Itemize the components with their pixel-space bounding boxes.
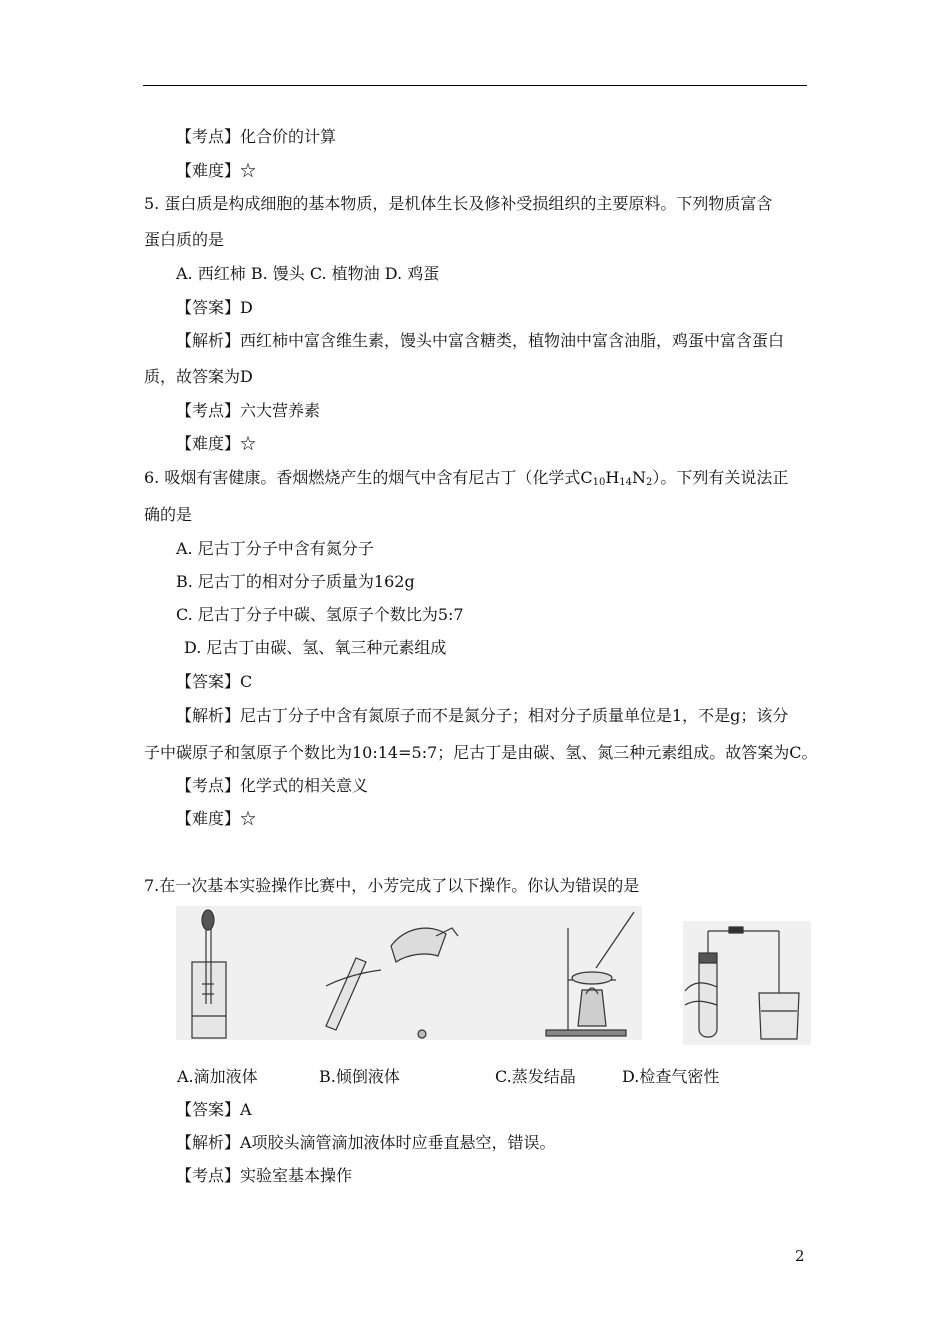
q5-kaodian: 【考点】六大营养素 bbox=[176, 401, 321, 420]
q7-answer: 【答案】A bbox=[176, 1100, 252, 1119]
q5-options: A. 西红柿 B. 馒头 C. 植物油 D. 鸡蛋 bbox=[176, 264, 440, 283]
airtightness-check-figure bbox=[683, 921, 811, 1045]
q6-stem-line-2: 确的是 bbox=[144, 505, 193, 524]
q5-answer: 【答案】D bbox=[176, 298, 253, 317]
formula-sub-n: 2 bbox=[646, 477, 653, 488]
q6-kaodian: 【考点】化学式的相关意义 bbox=[176, 776, 369, 795]
formula-h: H bbox=[605, 468, 620, 487]
airtightness-drawing bbox=[683, 921, 811, 1045]
q7-stem: 7.在一次基本实验操作比赛中，小芳完成了以下操作。你认为错误的是 bbox=[144, 876, 640, 895]
lab-operations-figure bbox=[176, 906, 642, 1040]
q7-option-b: B.倾倒液体 bbox=[319, 1067, 400, 1086]
q5-jiexi-line-1: 【解析】西红柿中富含维生素，馒头中富含糖类，植物油中富含油脂，鸡蛋中富含蛋白 bbox=[176, 331, 785, 350]
q7-option-d: D.检查气密性 bbox=[622, 1067, 720, 1086]
q6-stem-text: 6. 吸烟有害健康。香烟燃烧产生的烟气中含有尼古丁（化学式C bbox=[144, 468, 593, 487]
formula-sub-c: 10 bbox=[592, 477, 606, 488]
q4-nandu: 【难度】☆ bbox=[176, 161, 257, 180]
q6-option-c: C. 尼古丁分子中碳、氢原子个数比为5:7 bbox=[176, 605, 464, 624]
q6-stem-line-1 bbox=[144, 468, 788, 488]
q6-option-b: B. 尼古丁的相对分子质量为162g bbox=[176, 572, 415, 591]
q5-stem-line-2: 蛋白质的是 bbox=[144, 230, 225, 249]
q6-stem-text-end: ）。下列有关说法正 bbox=[652, 468, 789, 487]
q6-option-d: D. 尼古丁由碳、氢、氧三种元素组成 bbox=[184, 638, 447, 657]
q5-nandu: 【难度】☆ bbox=[176, 434, 257, 453]
q7-option-c: C.蒸发结晶 bbox=[495, 1067, 576, 1086]
q7-kaodian: 【考点】实验室基本操作 bbox=[176, 1166, 353, 1185]
page-number: 2 bbox=[795, 1247, 805, 1265]
q6-jiexi-line-2: 子中碳原子和氢原子个数比为10:14=5:7；尼古丁是由碳、氢、氮三种元素组成。故答案为C。 bbox=[144, 743, 818, 762]
q5-jiexi-line-2: 质，故答案为D bbox=[144, 367, 253, 386]
q6-jiexi-line-1: 【解析】尼古丁分子中含有氮原子而不是氮分子；相对分子质量单位是1，不是g；该分 bbox=[176, 706, 789, 725]
q7-option-a: A.滴加液体 bbox=[177, 1067, 258, 1086]
formula-sub-h: 14 bbox=[619, 477, 633, 488]
q7-jiexi: 【解析】A项胶头滴管滴加液体时应垂直悬空，错误。 bbox=[176, 1133, 556, 1152]
q6-answer: 【答案】C bbox=[176, 672, 253, 691]
header-rule bbox=[143, 85, 807, 86]
q6-option-a: A. 尼古丁分子中含有氮分子 bbox=[176, 539, 374, 558]
q5-stem-line-1: 5. 蛋白质是构成细胞的基本物质，是机体生长及修补受损组织的主要原料。下列物质富含 bbox=[144, 194, 773, 213]
q4-kaodian: 【考点】化合价的计算 bbox=[176, 127, 337, 146]
formula-n: N bbox=[632, 468, 647, 487]
q6-nandu: 【难度】☆ bbox=[176, 809, 257, 828]
lab-figure-drawing bbox=[176, 906, 642, 1040]
